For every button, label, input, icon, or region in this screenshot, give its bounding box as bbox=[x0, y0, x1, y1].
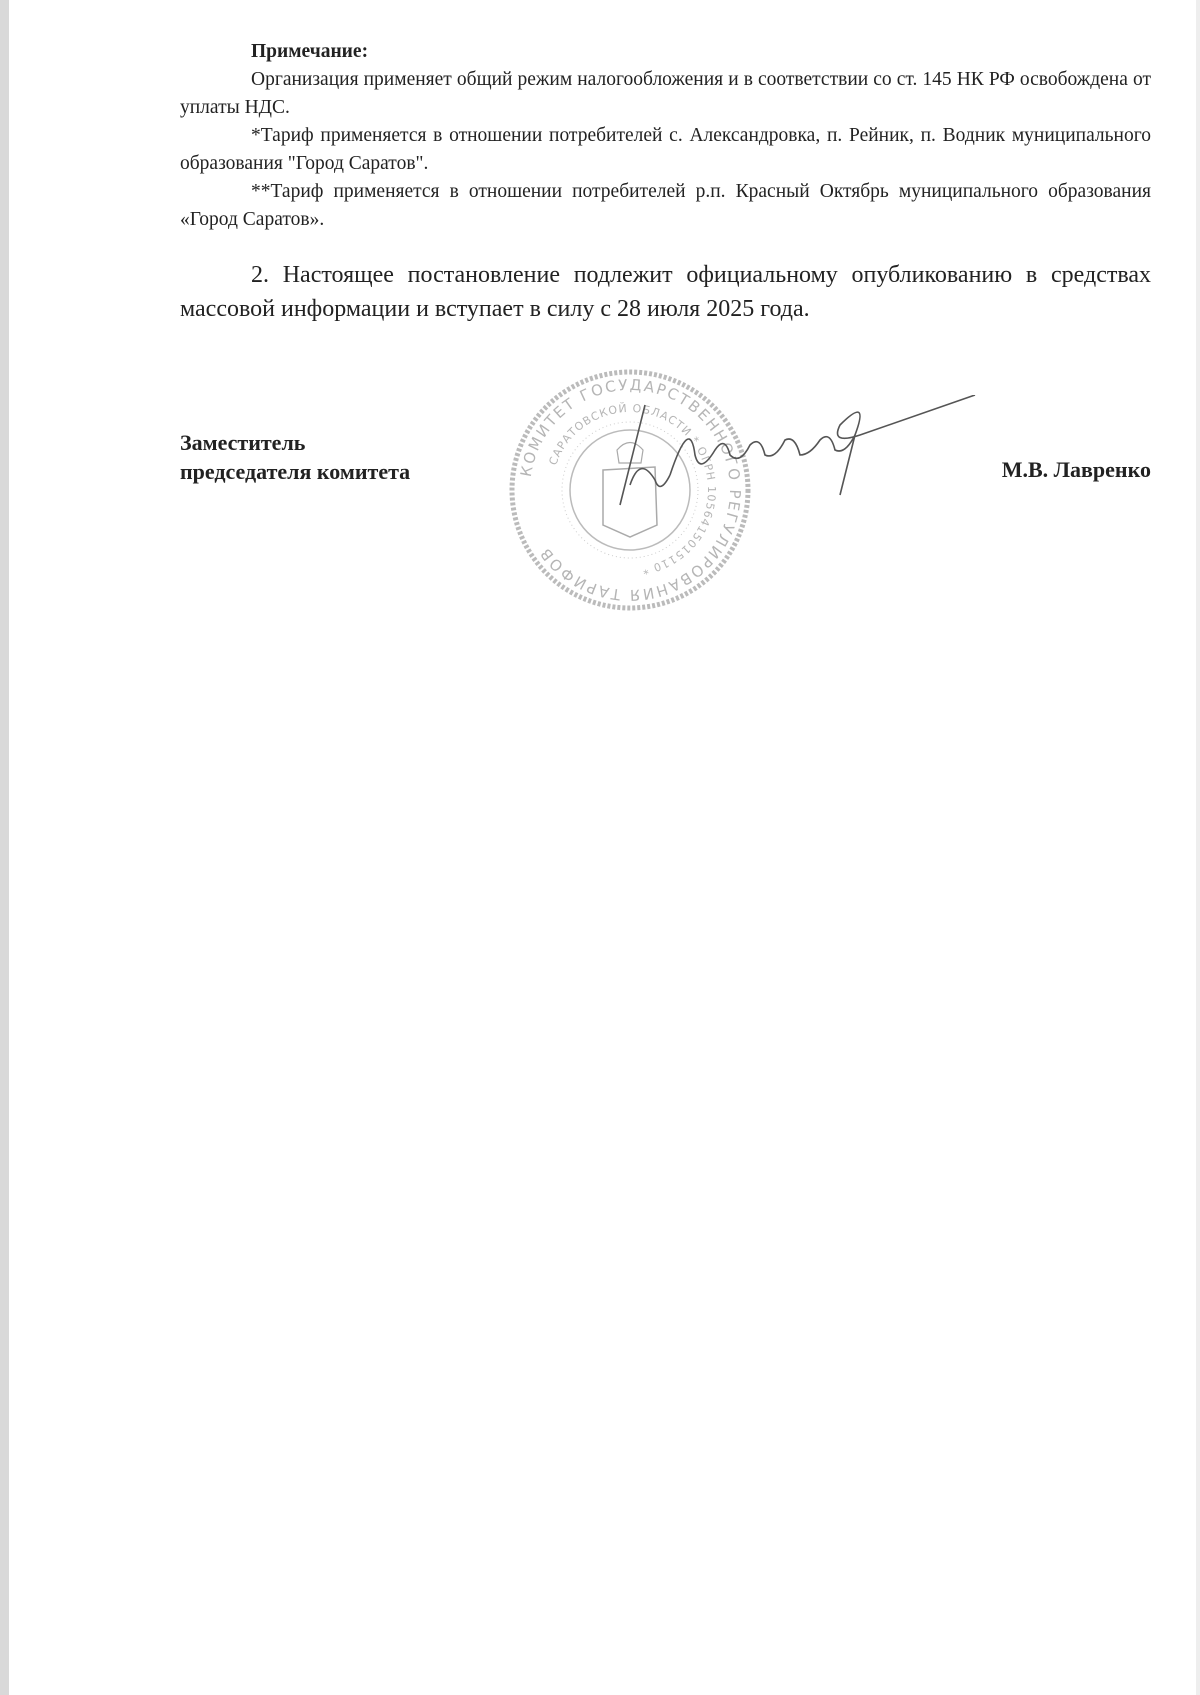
scan-edge-left bbox=[0, 0, 9, 1695]
scan-edge-right bbox=[1196, 0, 1200, 1695]
note-title: Примечание: bbox=[251, 41, 369, 62]
clause-2-text: 2. Настоящее постановление подлежит официальному опубликованию в средствах массовой информации и вступает в силу с 28 июля 2025 года. bbox=[180, 262, 1151, 322]
stamp-inner-text: САРАТОВСКОЙ ОБЛАСТИ * ОГРН 1056415015110 * bbox=[546, 401, 719, 578]
clause-2 bbox=[180, 258, 1151, 326]
stamp-outer-text: КОМИТЕТ ГОСУДАРСТВЕННОГО РЕГУЛИРОВАНИЯ ТАРИФОВ bbox=[516, 375, 745, 605]
note-paragraph: Организация применяет общий режим налогообложения и в соответствии со ст. 145 НК РФ освобождена от уплаты НДС. bbox=[180, 69, 1151, 118]
note-paragraph: **Тариф применяется в отношении потребителей р.п. Красный Октябрь муниципального образования «Город Саратов». bbox=[180, 181, 1151, 230]
signatory-position-line1: Заместитель bbox=[180, 430, 306, 455]
note-paragraph: *Тариф применяется в отношении потребителей с. Александровка, п. Рейник, п. Водник муниципального образования "Город Саратов". bbox=[180, 125, 1151, 174]
signatory-name: М.В. Лавренко bbox=[1001, 457, 1151, 482]
note-section bbox=[180, 38, 1151, 234]
handwritten-signature bbox=[600, 395, 980, 515]
signatory-position-line2: председателя комитета bbox=[180, 459, 411, 484]
signatory-position bbox=[180, 428, 410, 486]
